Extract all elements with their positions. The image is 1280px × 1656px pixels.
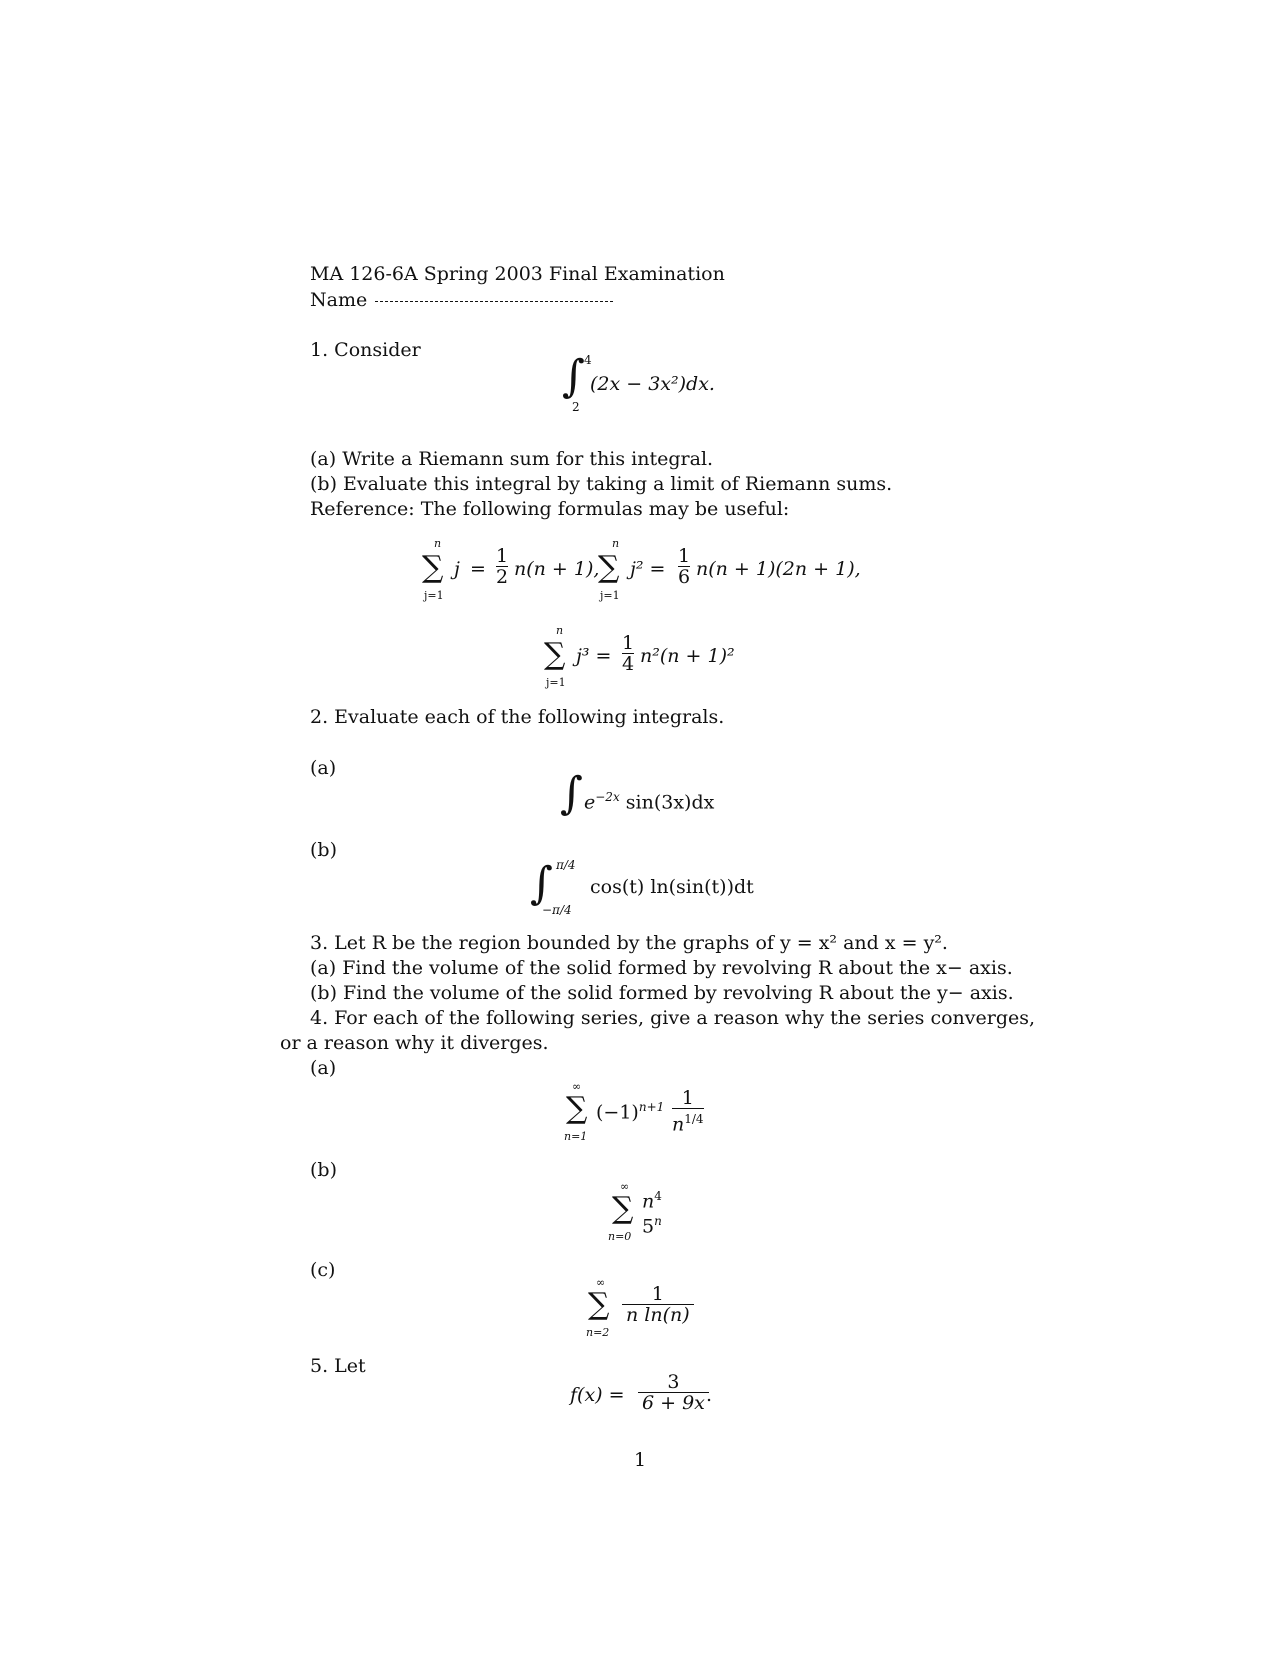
q4c-sigma: ∑ [588,1287,610,1322]
q2a-integral-sign: ∫ [560,768,583,819]
q2-part-b-label: (b) [310,839,337,861]
integral-sign: ∫ [562,351,585,402]
q4b-den: 5 [642,1215,655,1238]
q2b-lower: −π/4 [542,903,572,917]
formula1-lhs: j [454,558,460,580]
half-num: 1 [496,545,509,567]
sixth-den: 6 [678,566,691,588]
quarter-num: 1 [622,632,635,654]
sum3-top: n [556,624,564,637]
q1-integrand: (2x − 3x²)dx. [590,373,715,395]
sum3-bottom: j=1 [546,676,566,689]
q2a-rest: sin(3x)dx [625,791,715,814]
q4b-num-exp: 4 [654,1189,662,1203]
q3-intro: 3. Let R be the region bounded by the graphs of y = x² and x = y². [310,932,948,954]
name-label: Name [310,289,368,311]
q4a-den: n [672,1113,685,1136]
q4b-den-wrap [642,1211,662,1236]
q4c-num: 1 [651,1283,664,1305]
q4c-bottom: n=2 [586,1326,610,1339]
q4-intro-line1: 4. For each of the following series, give a reason why the series converges, [310,1007,1036,1029]
page-number: 1 [634,1449,647,1471]
q4b-num: n [642,1190,655,1213]
q4b-sigma: ∑ [612,1191,634,1226]
q2a-exp: −2x [595,790,620,804]
formula3-rhs: n²(n + 1)² [640,645,735,667]
q4-part-a-label: (a) [310,1057,337,1079]
q4a-base: (−1) [596,1101,639,1124]
sum2-bottom: j=1 [600,589,620,602]
sum3-sigma: ∑ [544,637,566,672]
formula1-rhs: n(n + 1), [514,558,600,580]
sixth-num: 1 [678,545,691,567]
q1-part-a: (a) Write a Riemann sum for this integral. [310,448,714,470]
exam-title: MA 126-6A Spring 2003 Final Examination [310,263,725,285]
q4a-den-exp: 1/4 [684,1112,704,1126]
q3-part-a: (a) Find the volume of the solid formed by revolving R about the x− axis. [310,957,1013,979]
q4c-top: ∞ [596,1276,606,1289]
q5-intro: 5. Let [310,1355,366,1377]
name-field-row [310,288,613,312]
q2-part-a-label: (a) [310,757,337,779]
q2b-integrand: cos(t) ln(sin(t))dt [590,876,754,898]
q2-intro: 2. Evaluate each of the following integrals. [310,706,725,728]
q4a-num: 1 [681,1087,694,1109]
q4b-fraction [642,1186,662,1237]
q2a-base [584,790,714,813]
q2b-upper: π/4 [556,858,576,872]
q2b-integral-sign: ∫ [530,858,553,909]
q4c-fraction [622,1284,694,1325]
fraction-sixth [678,546,690,587]
q2a-e: e [584,791,596,814]
q1-integral-lower: 2 [572,400,580,414]
q1-reference: Reference: The following formulas may be useful: [310,498,790,520]
q5-fraction [638,1372,709,1413]
q4a-exp: n+1 [638,1100,665,1114]
formula2-lhs: j² = [630,558,666,580]
formula2-rhs: n(n + 1)(2n + 1), [696,558,861,580]
q5-period: . [706,1384,713,1406]
q1-intro: 1. Consider [310,339,421,361]
q4a-fraction [672,1088,704,1134]
quarter-den: 4 [622,653,635,675]
q4-intro-line2: or a reason why it diverges. [280,1032,549,1054]
q1-integral-upper: 4 [584,353,592,367]
name-blank-line [375,301,613,302]
q4b-num-wrap [642,1186,662,1211]
q3-part-b: (b) Find the volume of the solid formed by revolving R about the y− axis. [310,982,1014,1004]
q4a-bottom: n=1 [564,1130,588,1143]
sum1-bottom: j=1 [424,589,444,602]
sum1-top: n [434,537,442,550]
q4a-top: ∞ [572,1080,582,1093]
q4c-den: n ln(n) [622,1304,694,1325]
equals-1: = [470,558,486,580]
q4-part-b-label: (b) [310,1159,337,1181]
fraction-quarter [622,633,634,674]
q4a-sigma: ∑ [566,1091,588,1126]
half-den: 2 [496,566,509,588]
q4-part-c-label: (c) [310,1259,336,1281]
q1-part-b: (b) Evaluate this integral by taking a limit of Riemann sums. [310,473,893,495]
formula3-lhs: j³ = [576,645,612,667]
sum2-top: n [612,537,620,550]
q5-den: 6 + 9x [638,1392,709,1413]
q4a-term [596,1100,664,1123]
q5-lhs: f(x) = [570,1384,625,1406]
fraction-half [496,546,508,587]
q4b-den-exp: n [654,1214,662,1229]
q4a-den-wrap [672,1108,704,1134]
q4b-top: ∞ [620,1180,630,1193]
sum2-sigma: ∑ [598,550,620,585]
q5-num: 3 [667,1371,680,1393]
q4b-bottom: n=0 [608,1230,632,1243]
sum1-sigma: ∑ [422,550,444,585]
q1-integral [562,351,585,402]
